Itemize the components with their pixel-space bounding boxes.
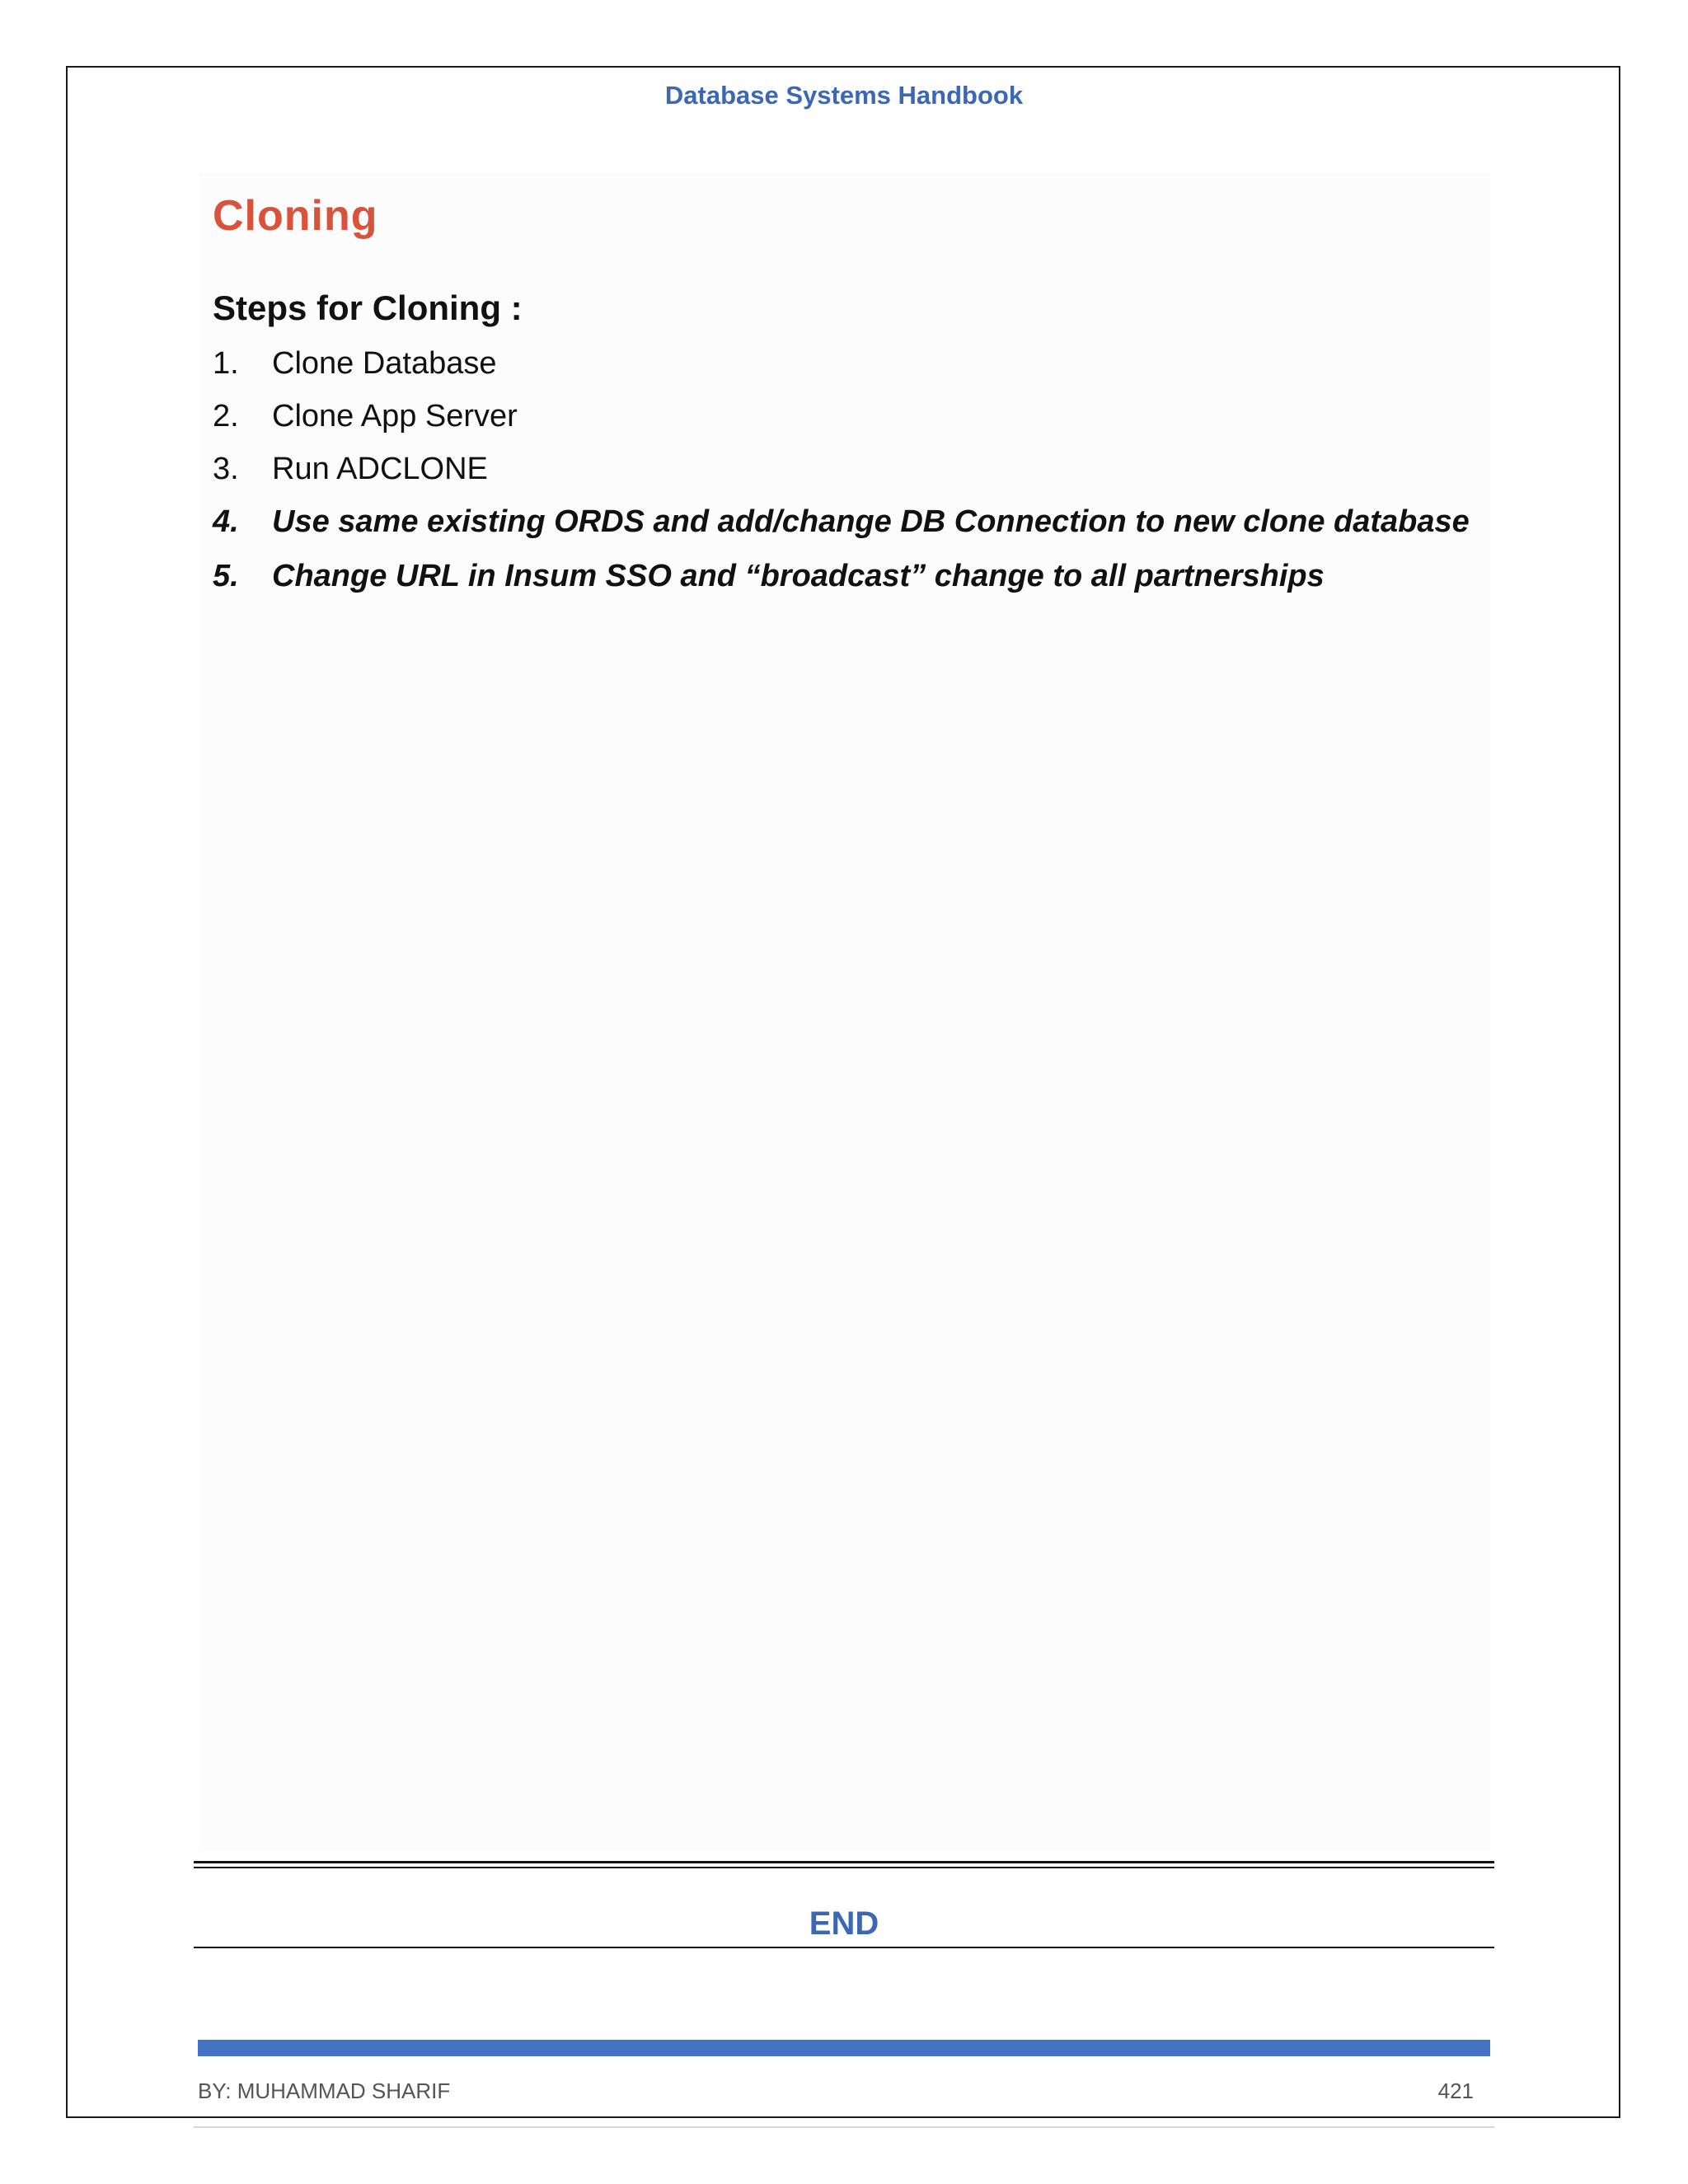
section-title: Cloning [213,192,378,240]
step-text: Run ADCLONE [272,452,488,486]
step-number: 2. [213,399,239,434]
step-text: Clone Database [272,346,497,381]
step-number: 3. [213,452,239,486]
page-number: 421 [1437,2079,1474,2103]
footer-author: BY: MUHAMMAD SHARIF [198,2079,451,2103]
divider-double-bottom [194,1867,1494,1868]
steps-list [213,346,1482,593]
running-header: Database Systems Handbook [664,81,1024,110]
divider-double-top [194,1861,1494,1863]
step-number: 1. [213,346,239,381]
step-number: 5. [213,559,239,593]
divider-end [194,1947,1494,1948]
step-item [213,399,1482,434]
footer-divider [194,2126,1494,2128]
end-label: END [809,1905,879,1942]
step-text: Change URL in Insum SSO and “broadcast” change to all partnerships [272,559,1325,593]
step-item [213,504,1482,539]
footer-bar [198,2040,1490,2056]
step-text: Use same existing ORDS and add/change DB Connection to new clone database [272,504,1470,539]
steps-heading: Steps for Cloning : [213,288,523,327]
step-item [213,346,1482,381]
step-item [213,559,1482,593]
step-number: 4. [213,504,239,539]
step-text: Clone App Server [272,399,518,434]
step-item [213,452,1482,486]
